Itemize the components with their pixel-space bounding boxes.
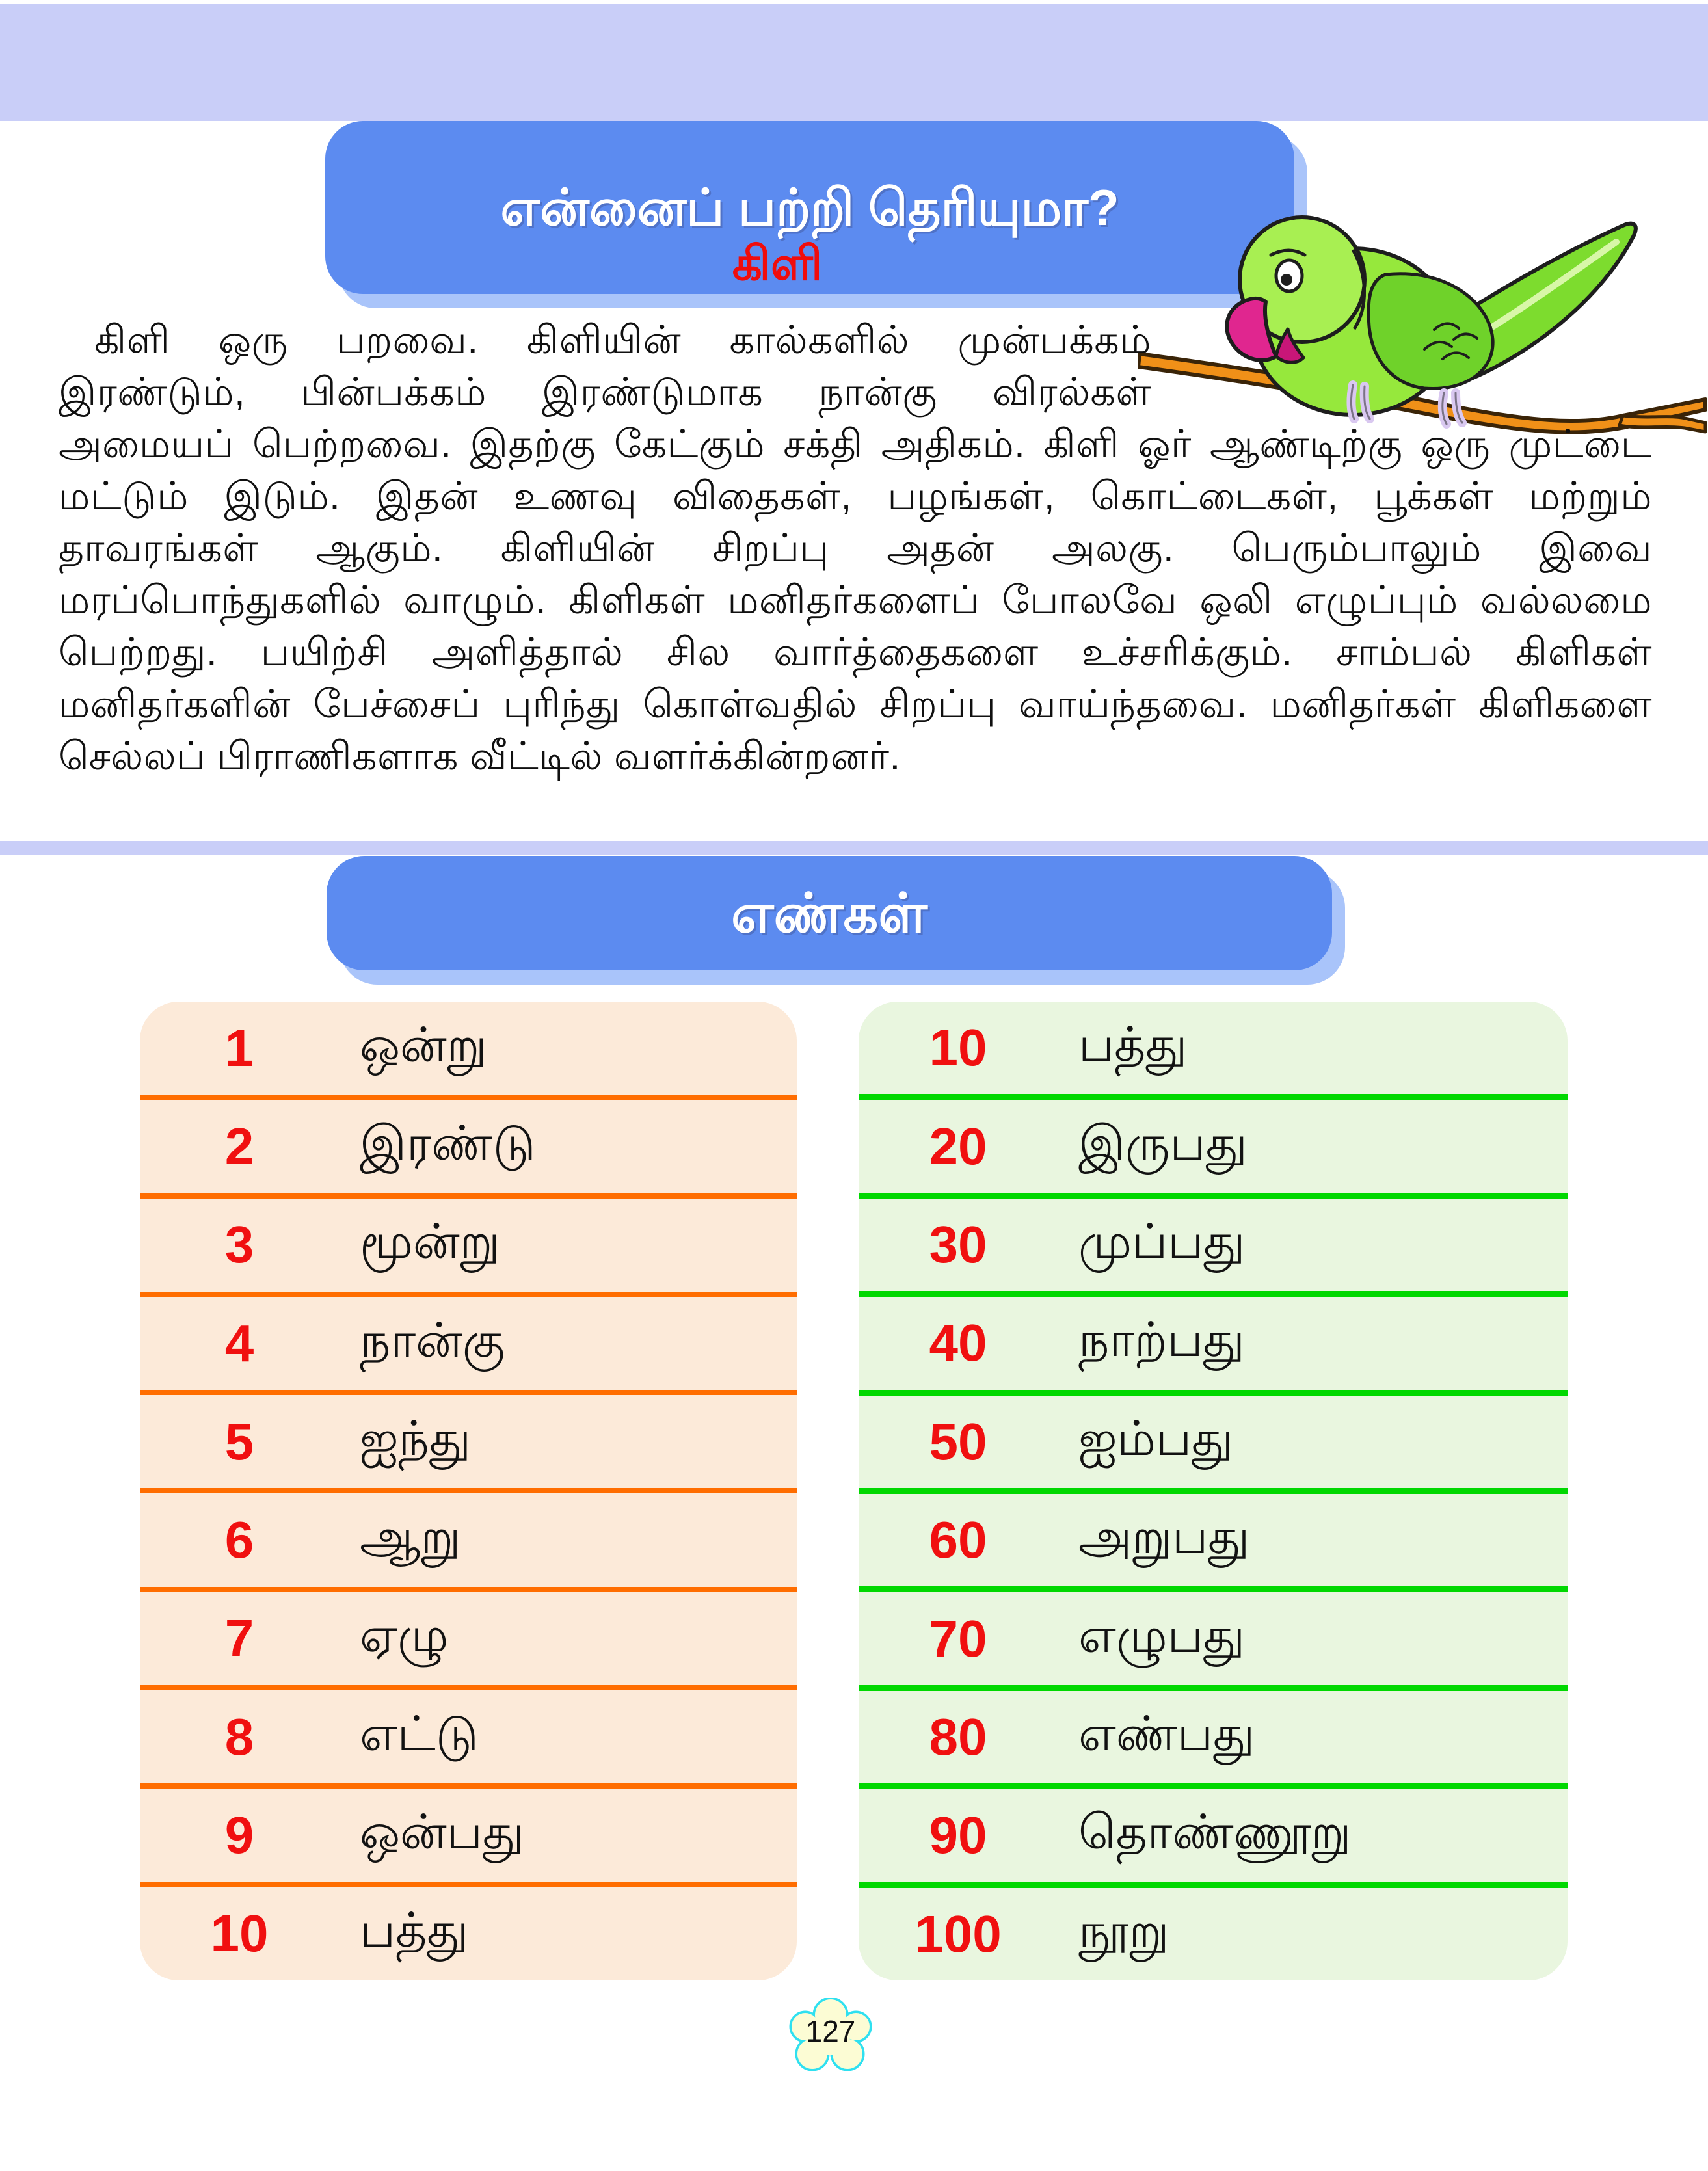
divider-lavender-band bbox=[0, 841, 1708, 855]
page-number-badge bbox=[782, 1998, 879, 2076]
table-row bbox=[140, 1199, 797, 1297]
numbers-title: எண்கள் bbox=[731, 883, 927, 944]
table-row bbox=[140, 1100, 797, 1198]
number-cell: 1 bbox=[224, 1019, 254, 1077]
number-word-cell: இரண்டு bbox=[360, 1115, 536, 1170]
story-heading: கிளி bbox=[732, 238, 823, 290]
number-word-cell: பத்து bbox=[360, 1903, 469, 1958]
number-cell: 100 bbox=[914, 1904, 1002, 1963]
number-cell: 4 bbox=[224, 1314, 254, 1372]
number-cell: 9 bbox=[224, 1806, 254, 1865]
number-word-cell: எட்டு bbox=[360, 1706, 479, 1761]
table-row bbox=[140, 1789, 797, 1887]
table-row bbox=[859, 1002, 1568, 1100]
table-row bbox=[859, 1888, 1568, 1980]
number-word-cell: ஏழு bbox=[360, 1608, 449, 1662]
number-word-cell: பத்து bbox=[1078, 1017, 1188, 1072]
number-word-cell: மூன்று bbox=[360, 1214, 500, 1269]
table-row bbox=[140, 1887, 797, 1980]
numbers-table-tens bbox=[859, 1002, 1568, 1980]
table-row bbox=[140, 1395, 797, 1493]
number-cell: 3 bbox=[224, 1216, 254, 1274]
number-cell: 7 bbox=[224, 1609, 254, 1668]
parrot-text-wrap-spacer bbox=[1151, 314, 1652, 417]
number-word-cell: ஐம்பது bbox=[1078, 1411, 1234, 1465]
number-cell: 50 bbox=[929, 1412, 987, 1471]
story-paragraph: கிளி ஒரு பறவை. கிளியின் கால்களில் முன்பக்கம் இரண்டும், பின்பக்கம் இரண்டுமாக நான்கு விரல்கள் அமையப் பெற்றவை. இதற்கு கேட்கும் சக்தி அதிகம். கிளி ஓர் ஆண்டிற்கு ஒரு முட்டை மட்டும் இடும். இதன் உணவு விதைகள், பழங்கள், கொட்டைகள், பூக்கள் மற்றும் தாவரங்கள் ஆகும். கிளியின் சிறப்பு அதன் அலகு. பெரும்பாலும் இவை மரப்பொந்துகளில் வாழும். கிளிகள் மனிதர்களைப் போலவே ஒலி எழுப்பும் வல்லமை பெற்றது. பயிற்சி அளித்தால் சில வார்த்தைகளை உச்சரிக்கும். சாம்பல் கிளிகள் மனிதர்களின் பேச்சைப் புரிந்து கொள்வதில் சிறப்பு வாய்ந்தவை. மனிதர்கள் கிளிகளை செல்லப் பிராணிகளாக வீட்டில் வளர்க்கின்றனர். bbox=[59, 318, 1652, 778]
number-cell: 2 bbox=[224, 1117, 254, 1175]
table-row bbox=[140, 1690, 797, 1789]
number-cell: 30 bbox=[929, 1216, 987, 1274]
number-cell: 70 bbox=[929, 1609, 987, 1668]
table-row bbox=[140, 1493, 797, 1592]
table-row bbox=[859, 1494, 1568, 1592]
number-word-cell: ஒன்பது bbox=[360, 1805, 525, 1859]
page-number: 127 bbox=[805, 2014, 856, 2048]
lesson-title: என்னைப் பற்றி தெரியுமா? bbox=[500, 179, 1119, 236]
number-cell: 5 bbox=[224, 1412, 254, 1471]
number-word-cell: நான்கு bbox=[360, 1312, 505, 1367]
number-word-cell: நூறு bbox=[1078, 1903, 1169, 1958]
number-cell: 8 bbox=[224, 1707, 254, 1766]
table-row bbox=[140, 1297, 797, 1395]
numbers-title-banner bbox=[327, 856, 1332, 970]
table-row bbox=[859, 1691, 1568, 1789]
table-row bbox=[859, 1789, 1568, 1887]
numbers-table-ones bbox=[140, 1002, 797, 1980]
table-row bbox=[859, 1199, 1568, 1297]
table-row bbox=[859, 1592, 1568, 1690]
number-word-cell: இருபது bbox=[1078, 1115, 1248, 1170]
number-cell: 90 bbox=[929, 1806, 987, 1865]
top-lavender-band bbox=[0, 4, 1708, 121]
number-word-cell: நாற்பது bbox=[1078, 1312, 1245, 1367]
table-row bbox=[140, 1592, 797, 1690]
number-cell: 80 bbox=[929, 1708, 987, 1766]
number-cell: 10 bbox=[929, 1019, 987, 1077]
number-word-cell: ஆறு bbox=[360, 1510, 461, 1564]
table-row bbox=[859, 1297, 1568, 1395]
number-cell: 60 bbox=[929, 1511, 987, 1569]
table-row bbox=[140, 1002, 797, 1100]
table-row bbox=[859, 1100, 1568, 1198]
number-word-cell: முப்பது bbox=[1078, 1214, 1246, 1269]
number-word-cell: ஐந்து bbox=[360, 1411, 472, 1465]
number-word-cell: ஒன்று bbox=[360, 1017, 487, 1072]
number-word-cell: எண்பது bbox=[1078, 1707, 1255, 1761]
story-section bbox=[59, 237, 1652, 782]
number-word-cell: எழுபது bbox=[1078, 1608, 1246, 1662]
number-cell: 6 bbox=[224, 1511, 254, 1569]
number-cell: 10 bbox=[210, 1904, 269, 1963]
number-cell: 40 bbox=[929, 1314, 987, 1372]
number-word-cell: அறுபது bbox=[1078, 1510, 1250, 1564]
number-cell: 20 bbox=[929, 1117, 987, 1175]
table-row bbox=[859, 1396, 1568, 1494]
number-word-cell: தொண்ணூறு bbox=[1078, 1805, 1352, 1859]
